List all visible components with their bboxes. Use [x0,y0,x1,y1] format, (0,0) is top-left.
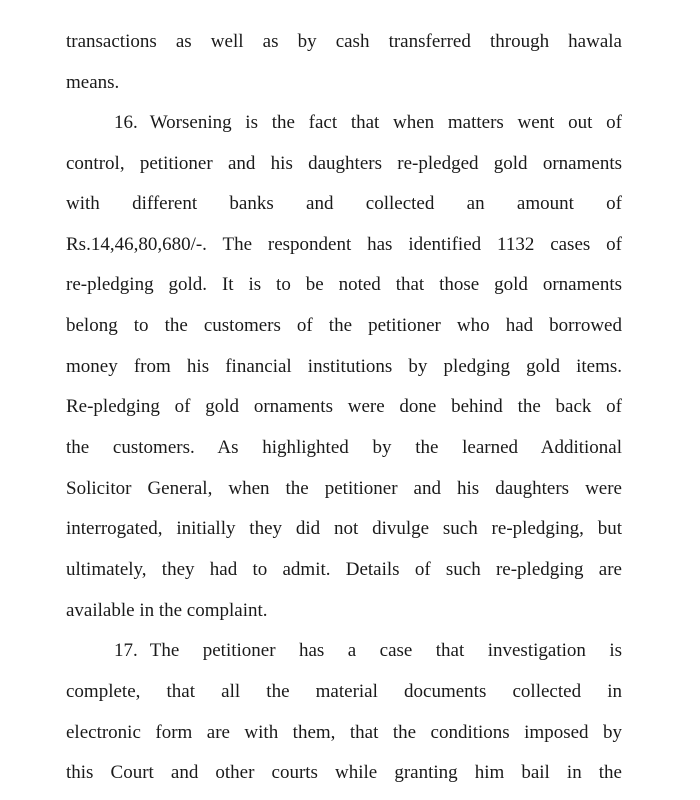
paragraph-17-first-line [114,630,622,671]
text-line-13: interrogated, initially they did not divulge such re-pledging, but [66,518,622,539]
paragraph-number-16: 16. [114,112,138,133]
text-line-11: the customers. As highlighted by the learned Additional [66,437,622,458]
clipped-previous-line [66,0,622,5]
paragraph-number-17: 17. [114,640,138,661]
document-page [66,0,622,800]
text-line-15: available in the complaint. [66,600,268,621]
text-line-3: Worsening is the fact that when matters went out of [149,112,622,133]
text-line-9: money from his financial institutions by pledging gold items. [66,356,622,377]
text-line-7: re-pledging gold. It is to be noted that those gold ornaments [66,274,622,295]
text-line-16: The petitioner has a case that investigation is [149,640,622,661]
text-line-4: control, petitioner and his daughters re-pledged gold ornaments [66,153,622,174]
text-line-10: Re-pledging of gold ornaments were done behind the back of [66,396,622,417]
text-line-14: ultimately, they had to admit. Details of such re-pledging are [66,559,622,580]
text-line-19: this Court and other courts while granting him bail in the [66,762,622,783]
text-line-2: means. [66,72,120,93]
paragraph-16-first-line [114,102,622,143]
text-line-12: Solicitor General, when the petitioner and his daughters were [66,478,622,499]
text-line-18: electronic form are with them, that the conditions imposed by [66,722,622,743]
text-line-6: Rs.14,46,80,680/-. The respondent has identified 1132 cases of [66,234,622,255]
text-line-17: complete, that all the material documents collected in [66,681,622,702]
text-line-1: transactions as well as by cash transferred through hawala [66,31,622,52]
text-line-8: belong to the customers of the petitioner who had borrowed [66,315,622,336]
text-line-5: with different banks and collected an amount of [66,193,622,214]
